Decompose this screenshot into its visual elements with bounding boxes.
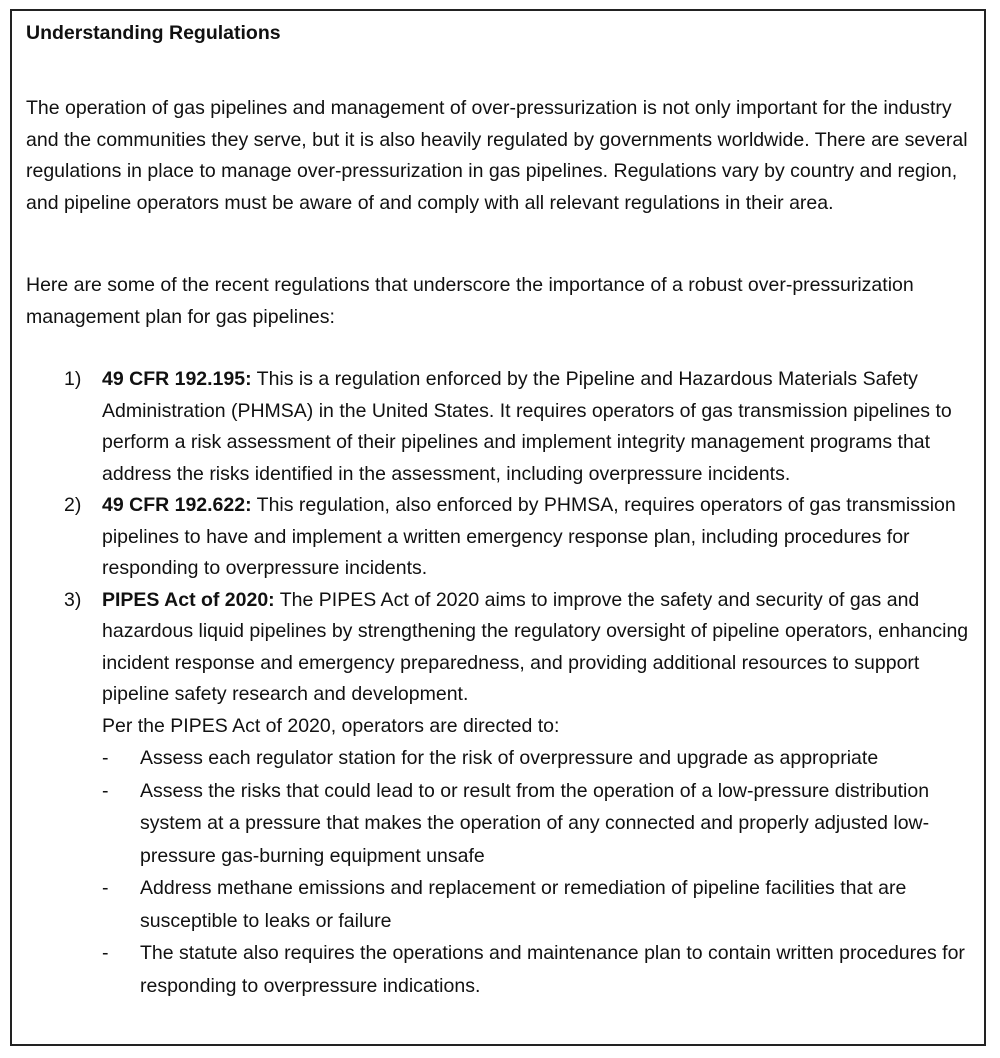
- regulation-text: The PIPES Act of 2020 aims to improve the safety and security of gas and hazardous liquid pipelines by strengthening the regulatory oversight of pipeline operators, enhancing incident response and emergency preparedness, and providing additional resources to support pipeline safety research and development.: [102, 588, 969, 705]
- directive-item: [102, 775, 976, 873]
- directive-item: [102, 742, 976, 775]
- regulation-term: 49 CFR 192.195:: [102, 368, 252, 390]
- intro-paragraph: The operation of gas pipelines and management of over-pressurization is not only important for the industry and the communities they serve, but it is also heavily regulated by governments worldwide. There are several regulations in place to manage over-pressurization in gas pipelines. Regulations vary by country and region, and pipeline operators must be aware of and comply with all relevant regulations in their area.: [26, 97, 968, 214]
- directive-text: Assess each regulator station for the risk of overpressure and upgrade as appropriate: [140, 747, 879, 769]
- list-number: 1): [64, 368, 82, 390]
- list-number: 2): [64, 494, 82, 516]
- regulation-text: This is a regulation enforced by the Pipeline and Hazardous Materials Safety Administration (PHMSA) in the United States. It requires operators of gas transmission pipelines to perform a risk assessment of their pipelines and implement integrity management programs that address the risks identified in the assessment, including overpressure incidents.: [102, 368, 952, 485]
- lead-in-paragraph: Here are some of the recent regulations that underscore the importance of a robust over-pressurization management plan for gas pipelines:: [26, 274, 914, 328]
- document-frame: [10, 9, 986, 1046]
- regulation-item-2: [26, 490, 976, 585]
- list-number: 3): [64, 588, 82, 611]
- directive-list: [102, 742, 976, 1002]
- document-content: [26, 21, 976, 997]
- directive-text: Address methane emissions and replacement or remediation of pipeline facilities that are susceptible to leaks or failure: [140, 877, 907, 932]
- dash-bullet: -: [102, 747, 109, 769]
- regulation-item-1: [26, 364, 976, 490]
- regulation-list: [26, 364, 976, 1002]
- regulation-item-3: [26, 585, 976, 1003]
- dash-bullet: -: [102, 779, 109, 802]
- directive-text: Assess the risks that could lead to or result from the operation of a low-pressure distribution system at a pressure that makes the operation of any connected and properly adjusted low-pressure gas-burning equipment unsafe: [140, 779, 930, 867]
- directive-intro: Per the PIPES Act of 2020, operators are directed to:: [102, 714, 560, 737]
- directive-item: [102, 937, 976, 1002]
- directive-text: The statute also requires the operations and maintenance plan to contain written procedures for responding to overpressure indications.: [140, 942, 965, 997]
- section-heading: Understanding Regulations: [26, 22, 281, 44]
- regulation-term: 49 CFR 192.622:: [102, 494, 252, 516]
- dash-bullet: -: [102, 877, 109, 899]
- dash-bullet: -: [102, 942, 109, 964]
- regulation-term: PIPES Act of 2020:: [102, 588, 275, 611]
- directive-item: [102, 872, 976, 937]
- regulation-text: This regulation, also enforced by PHMSA, requires operators of gas transmission pipelines to have and implement a written emergency response plan, including procedures for responding to overpressure incidents.: [102, 494, 956, 579]
